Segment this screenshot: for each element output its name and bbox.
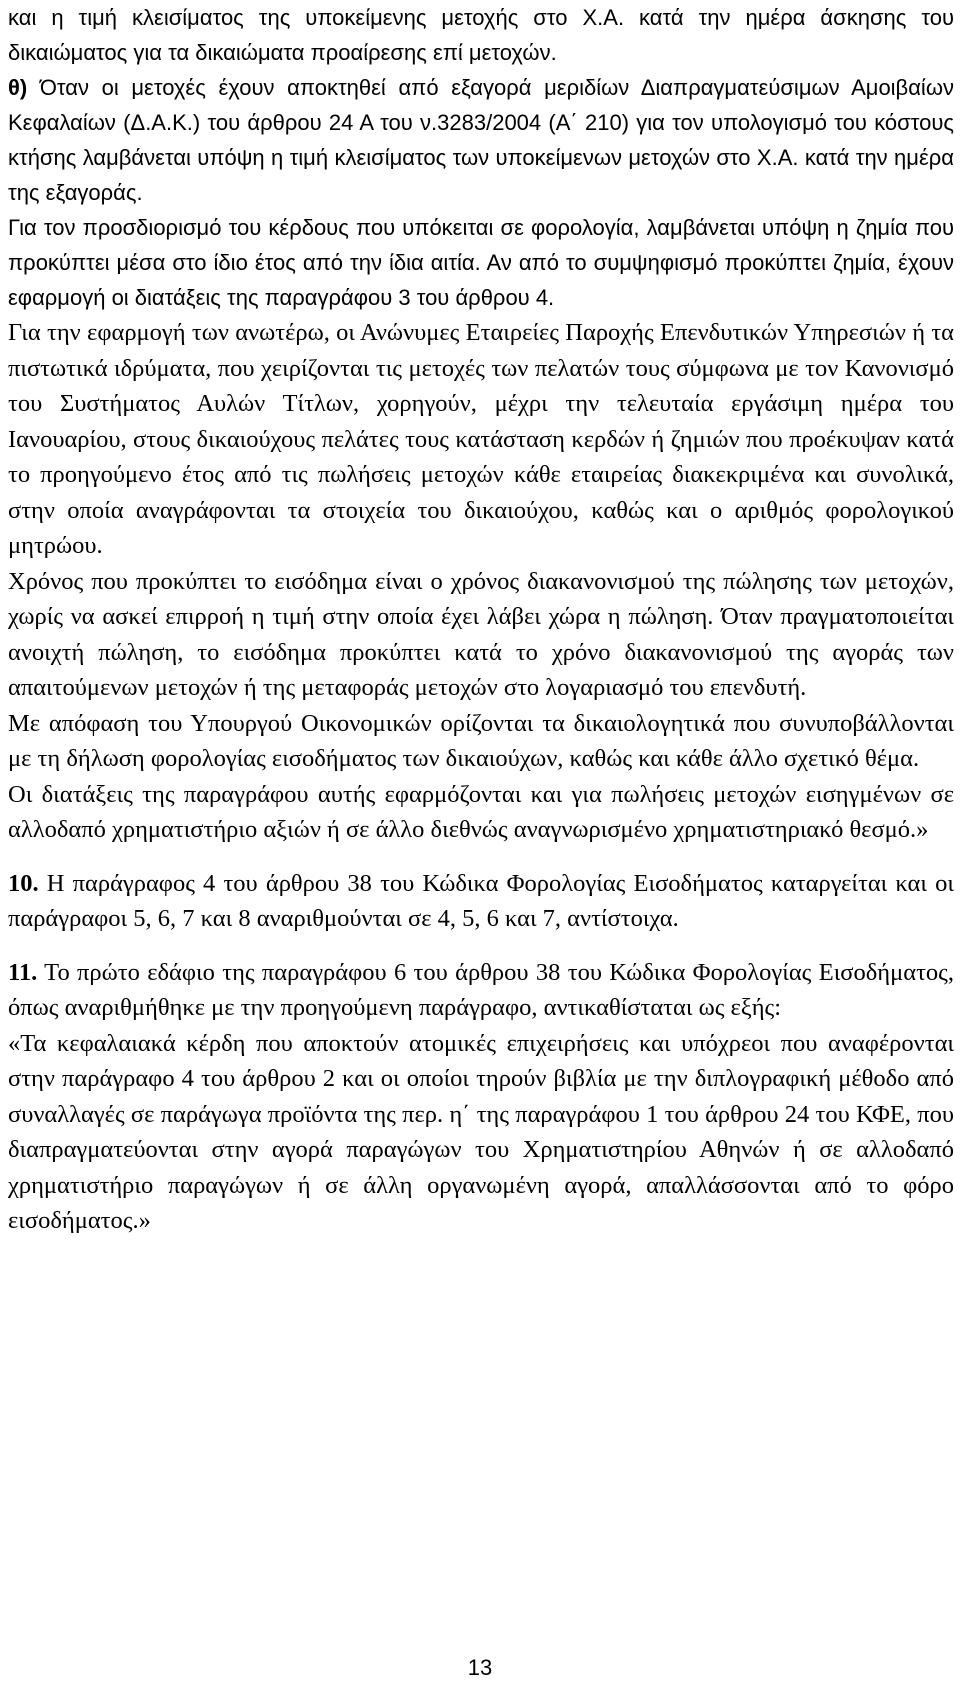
spacer — [8, 848, 954, 866]
paragraph-theta-label: θ) — [8, 75, 28, 100]
page-number: 13 — [467, 1655, 493, 1680]
spacer — [8, 937, 954, 955]
paragraph-theta-text: Όταν οι μετοχές έχουν αποκτηθεί από εξαγορά μεριδίων Διαπραγματεύσιμων Αμοιβαίων Κεφαλαίων (Δ.Α.Κ.) του άρθρου 24 Α του ν.3283/2004 (Α΄ 210) για τον υπολογισμό του κόστους κτήσης λαμβάνεται υπόψη η τιμή κλεισίματος των υποκείμενων μετοχών στο Χ.Α. κατά την ημέρα της εξαγοράς. — [8, 75, 954, 205]
document-page — [8, 0, 954, 1239]
paragraph-closing-price: και η τιμή κλεισίματος της υποκείμενης μετοχής στο Χ.Α. κατά την ημέρα άσκησης του δικαιώματος για τα δικαιώματα προαίρεσης επί μετοχών. — [8, 5, 954, 65]
paragraph-application: Για την εφαρμογή των ανωτέρω, οι Ανώνυμες Εταιρείες Παροχής Επενδυτικών Υπηρεσιών ή τα πιστωτικά ιδρύματα, που χειρίζονται τις μετοχές των πελατών τους σύμφωνα με τον Κανονισμό του Συστήματος Αυλών Τίτλων, χορηγούν, μέχρι την τελευταία εργάσιμη ημέρα του Ιανουαρίου, στους δικαιούχους πελάτες τους κατάσταση κερδών ή ζημιών που προέκυψαν κατά το προηγούμενο έτος από τις πωλήσεις μετοχών κάθε εταιρείας διακεκριμένα και συνολικά, στην οποία αναγράφονται τα στοιχεία του δικαιούχου, καθώς και ο αριθμός φορολογικού μητρώου. — [8, 319, 954, 559]
item-10-text: Η παράγραφος 4 του άρθρου 38 του Κώδικα Φορολογίας Εισοδήματος καταργείται και οι παράγραφοι 5, 6, 7 και 8 αναριθμούνται σε 4, 5, 6 και 7, αντίστοιχα. — [8, 869, 954, 932]
paragraph-income-time: Χρόνος που προκύπτει το εισόδημα είναι ο χρόνος διακανονισμού της πώλησης των μετοχών, χωρίς να ασκεί επιρροή η τιμή στην οποία έχει λάβει χώρα η πώληση. Όταν πραγματοποιείται ανοιχτή πώληση, το εισόδημα προκύπτει κατά το χρόνο διακανονισμού της αγοράς των απαιτούμενων μετοχών ή της μεταφοράς μετοχών στο λογαριασμό του επενδυτή. — [8, 567, 954, 701]
paragraph-ministerial-decision: Με απόφαση του Υπουργού Οικονομικών ορίζονται τα δικαιολογητικά που συνυποβάλλονται με τη δήλωση φορολογίας εισοδήματος των δικαιούχων, καθώς και κάθε άλλο σχετικό θέμα. — [8, 709, 954, 772]
paragraph-theta — [8, 70, 954, 210]
item-11-number: 11. — [8, 958, 38, 986]
paragraph-foreign-exchange: Οι διατάξεις της παραγράφου αυτής εφαρμόζονται και για πωλήσεις μετοχών εισηγμένων σε αλλοδαπό χρηματιστήριο αξιών ή σε άλλο διεθνώς αναγνωρισμένο χρηματιστηριακό θεσμό.» — [8, 780, 954, 843]
item-11-text: Το πρώτο εδάφιο της παραγράφου 6 του άρθρου 38 του Κώδικα Φορολογίας Εισοδήματος, όπως αναριθμήθηκε με την προηγούμενη παράγραφο, αντικαθίσταται ως εξής: — [8, 958, 954, 1021]
item-10 — [8, 866, 954, 937]
item-11-quote: «Τα κεφαλαιακά κέρδη που αποκτούν ατομικές επιχειρήσεις και υπόχρεοι που αναφέρονται στην παράγραφο 4 του άρθρου 2 και οι οποίοι τηρούν βιβλία με την διπλογραφική μέθοδο από συναλλαγές σε παράγωγα προϊόντα της περ. η΄ της παραγράφου 1 του άρθρου 24 του ΚΦΕ, που διαπραγματεύονται στην αγορά παραγώγων του Χρηματιστηρίου Αθηνών ή σε αλλοδαπό χρηματιστήριο παραγώγων ή σε άλλη οργανωμένη αγορά, απαλλάσσονται από το φόρο εισοδήματος.» — [8, 1029, 954, 1234]
item-11 — [8, 955, 954, 1026]
paragraph-profit-determination: Για τον προσδιορισμό του κέρδους που υπόκειται σε φορολογία, λαμβάνεται υπόψη η ζημία που προκύπτει μέσα στο ίδιο έτος από την ίδια αιτία. Αν από το συμψηφισμό προκύπτει ζημία, έχουν εφαρμογή οι διατάξεις της παραγράφου 3 του άρθρου 4. — [8, 215, 954, 310]
item-10-number: 10. — [8, 869, 39, 897]
